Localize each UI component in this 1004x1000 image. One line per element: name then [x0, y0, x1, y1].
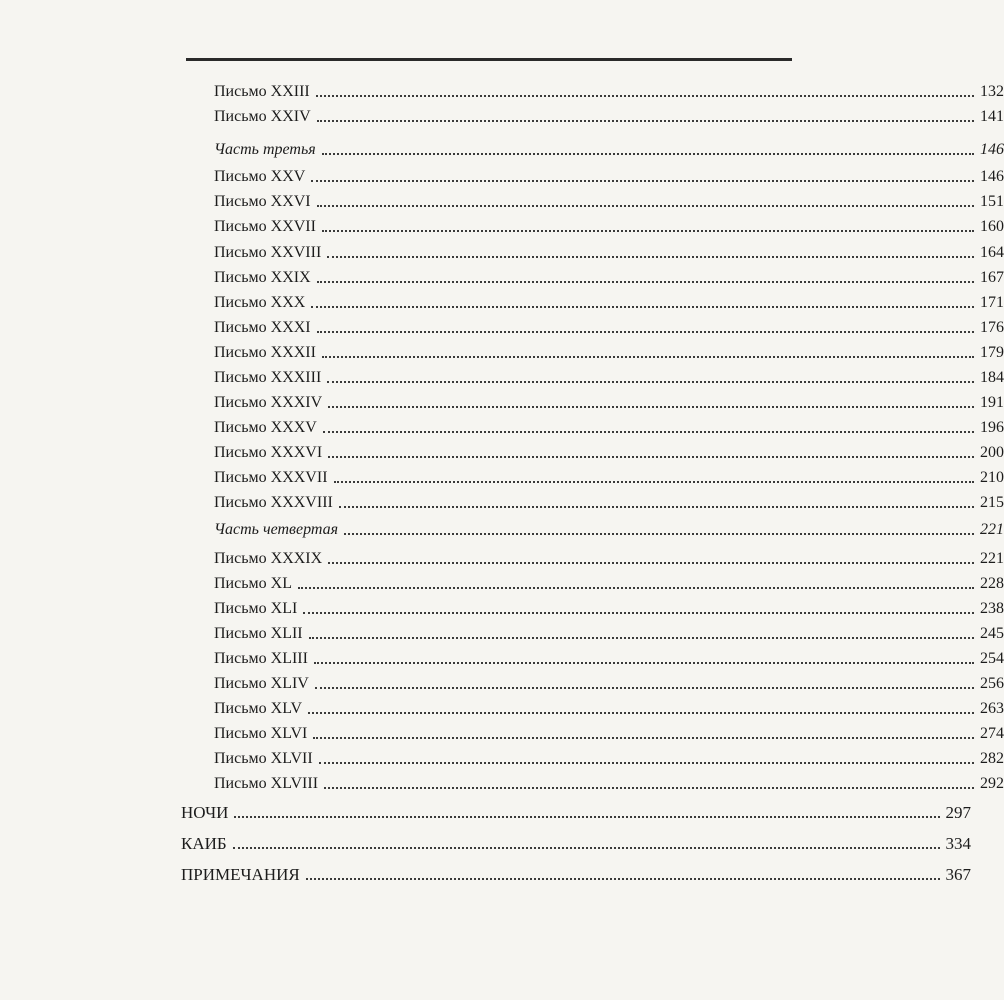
- toc-dot-leader: [322, 153, 974, 155]
- toc-letter-entry: [0, 261, 1004, 287]
- toc-page-number: 221: [980, 550, 1004, 567]
- toc-page-number: 164: [980, 244, 1004, 261]
- toc-entry-title: Письмо XXIX: [214, 269, 311, 286]
- toc-page-number: 274: [980, 725, 1004, 742]
- toc-entry-title: Письмо XLIII: [214, 650, 308, 667]
- toc-letter-entry: [0, 311, 1004, 337]
- toc-dot-leader: [311, 306, 974, 308]
- toc-dot-leader: [311, 180, 974, 182]
- toc-dot-leader: [303, 612, 974, 614]
- toc-entry-title: Письмо XLVI: [214, 725, 308, 742]
- toc-entry-title: Письмо XXXIV: [214, 394, 323, 411]
- toc-page-number: 334: [945, 834, 971, 853]
- toc-letter-entry: [0, 386, 1004, 412]
- toc-page-number: 179: [980, 344, 1004, 361]
- toc-dot-leader: [323, 431, 974, 433]
- toc-letter-entry: [0, 411, 1004, 437]
- toc-page-number: 146: [980, 168, 1004, 185]
- toc-dot-leader: [233, 847, 940, 849]
- toc-letter-entry: [0, 436, 1004, 462]
- toc-dot-leader: [324, 787, 974, 789]
- toc-dot-leader: [328, 406, 974, 408]
- toc-dot-leader: [315, 687, 974, 689]
- toc-dot-leader: [308, 712, 974, 714]
- toc-page-number: 132: [980, 83, 1004, 100]
- toc-page-number: 160: [980, 218, 1004, 235]
- toc-entry-title: Письмо XXV: [214, 168, 306, 185]
- toc-entry-title: Письмо XXVI: [214, 193, 311, 210]
- toc-letter-entry: [0, 642, 1004, 668]
- toc-letter-entry: [0, 160, 1004, 186]
- toc-dot-leader: [317, 205, 974, 207]
- toc-letter-entry: [0, 617, 1004, 643]
- toc-page-number: 215: [980, 494, 1004, 511]
- toc-letter-entry: [0, 336, 1004, 362]
- toc-entry-title: Письмо XXXI: [214, 319, 311, 336]
- toc-letter-entry: [0, 236, 1004, 262]
- toc-dot-leader: [322, 356, 974, 358]
- toc-letter-entry: [0, 486, 1004, 512]
- toc-dot-leader: [313, 737, 974, 739]
- toc-entry-title: Письмо XXVIII: [214, 244, 322, 261]
- toc-entry-title: Письмо XXX: [214, 294, 306, 311]
- toc-entry-title: Письмо XXXIX: [214, 550, 323, 567]
- toc-entry-title: Письмо XLI: [214, 600, 298, 617]
- toc-letter-entry: [0, 667, 1004, 693]
- toc-page-number: 238: [980, 600, 1004, 617]
- toc-dot-leader: [319, 762, 974, 764]
- toc-entry-title: Письмо XXXV: [214, 419, 317, 436]
- toc-dot-leader: [234, 816, 939, 818]
- toc-section-entry: [0, 827, 971, 853]
- toc-section-entry: [0, 796, 971, 822]
- toc-letter-entry: [0, 185, 1004, 211]
- toc-page-number: 167: [980, 269, 1004, 286]
- toc-entry-title: Письмо XL: [214, 575, 292, 592]
- toc-dot-leader: [339, 506, 974, 508]
- toc-page-number: 228: [980, 575, 1004, 592]
- toc-dot-leader: [328, 456, 974, 458]
- toc-page-number: 200: [980, 444, 1004, 461]
- toc-letter-entry: [0, 542, 1004, 568]
- toc-page-number: 282: [980, 750, 1004, 767]
- toc-page-number: 256: [980, 675, 1004, 692]
- toc-entry-title: Письмо XXXVII: [214, 469, 328, 486]
- toc-letter-entry: [0, 286, 1004, 312]
- toc-entry-title: Письмо XXXIII: [214, 369, 322, 386]
- toc-page-number: 263: [980, 700, 1004, 717]
- toc-page-number: 210: [980, 469, 1004, 486]
- toc-dot-leader: [334, 481, 974, 483]
- header-rule: [186, 58, 792, 61]
- toc-page-number: 196: [980, 419, 1004, 436]
- toc-letter-entry: [0, 100, 1004, 126]
- toc-page-number: 292: [980, 775, 1004, 792]
- toc-letter-entry: [0, 361, 1004, 387]
- toc-dot-leader: [314, 662, 974, 664]
- toc-entry-title: Письмо XXVII: [214, 218, 316, 235]
- toc-entry-title: НОЧИ: [181, 803, 229, 822]
- toc-page-number: 191: [980, 394, 1004, 411]
- toc-dot-leader: [316, 95, 974, 97]
- toc-dot-leader: [327, 256, 974, 258]
- toc-dot-leader: [306, 878, 940, 880]
- toc-page-number: 254: [980, 650, 1004, 667]
- toc-part-heading: [0, 133, 1004, 159]
- toc-page-number: 176: [980, 319, 1004, 336]
- toc-dot-leader: [344, 533, 974, 535]
- toc-entry-title: Письмо XLVII: [214, 750, 313, 767]
- toc-letter-entry: [0, 210, 1004, 236]
- toc-entry-title: Часть четвертая: [214, 521, 339, 538]
- toc-page-number: 245: [980, 625, 1004, 642]
- toc-section-entry: [0, 858, 971, 884]
- toc-page-number: 367: [945, 865, 971, 884]
- toc-dot-leader: [317, 281, 974, 283]
- toc-page-number: 171: [980, 294, 1004, 311]
- toc-entry-title: Письмо XXXII: [214, 344, 316, 361]
- toc-entry-title: Письмо XLIV: [214, 675, 309, 692]
- toc-entry-title: Письмо XLV: [214, 700, 303, 717]
- toc-letter-entry: [0, 567, 1004, 593]
- toc-dot-leader: [317, 120, 974, 122]
- toc-page-number: 221: [980, 521, 1004, 538]
- toc-entry-title: КАИБ: [181, 834, 227, 853]
- toc-entry-title: Письмо XLVIII: [214, 775, 319, 792]
- toc-entry-title: Письмо XXIV: [214, 108, 311, 125]
- toc-letter-entry: [0, 767, 1004, 793]
- toc-page-number: 297: [945, 803, 971, 822]
- toc-letter-entry: [0, 742, 1004, 768]
- toc-letter-entry: [0, 717, 1004, 743]
- toc-dot-leader: [309, 637, 974, 639]
- toc-dot-leader: [322, 230, 974, 232]
- toc-letter-entry: [0, 692, 1004, 718]
- toc-dot-leader: [317, 331, 974, 333]
- toc-page-number: 141: [980, 108, 1004, 125]
- toc-entry-title: ПРИМЕЧАНИЯ: [181, 865, 300, 884]
- toc-dot-leader: [298, 587, 974, 589]
- toc-letter-entry: [0, 592, 1004, 618]
- toc-entry-title: Часть третья: [214, 141, 316, 158]
- toc-dot-leader: [328, 562, 974, 564]
- toc-part-heading: [0, 513, 1004, 539]
- toc-dot-leader: [327, 381, 974, 383]
- toc-page-number: 151: [980, 193, 1004, 210]
- toc-entry-title: Письмо XXXVIII: [214, 494, 333, 511]
- toc-letter-entry: [0, 75, 1004, 101]
- toc-entry-title: Письмо XXIII: [214, 83, 310, 100]
- toc-letter-entry: [0, 461, 1004, 487]
- toc-page-number: 146: [980, 141, 1004, 158]
- toc-page-number: 184: [980, 369, 1004, 386]
- toc-entry-title: Письмо XLII: [214, 625, 303, 642]
- toc-entry-title: Письмо XXXVI: [214, 444, 323, 461]
